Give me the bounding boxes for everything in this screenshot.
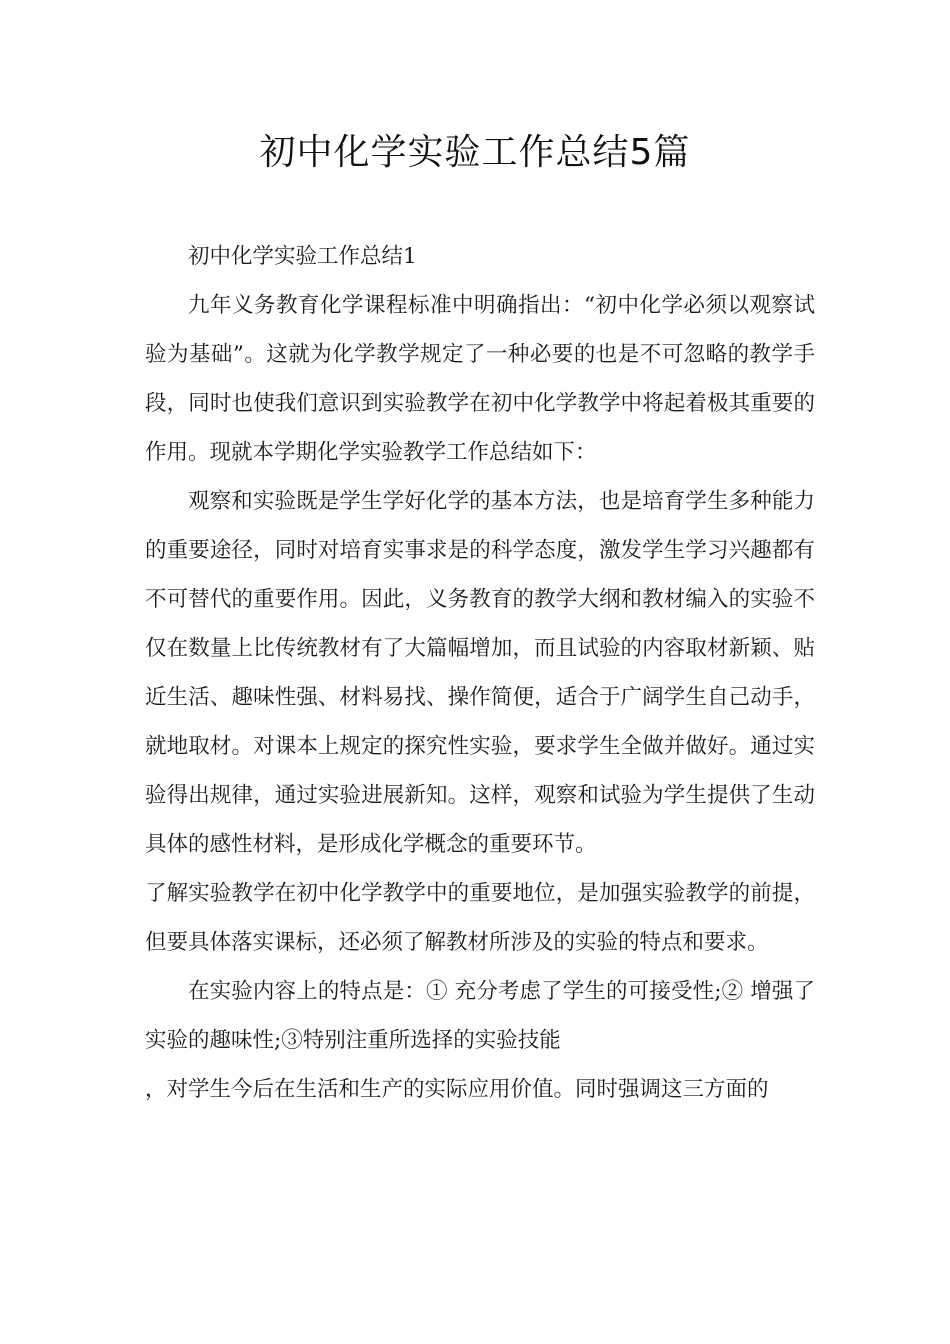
document-title: 初中化学实验工作总结5篇: [259, 132, 691, 173]
section-heading: 初中化学实验工作总结1: [188, 244, 417, 269]
paragraph: 九年义务教育化学课程标准中明确指出：“初中化学必须以观察试验为基础”。这就为化学教学规定了一种必要的也是不可忽略的教学手段，同时也使我们意识到实验教学在初中化学教学中将起着极其重要的作用。现就本学期化学实验教学工作总结如下：: [145, 293, 815, 465]
document-body: [145, 232, 815, 1114]
paragraph: 在实验内容上的特点是：① 充分考虑了学生的可接受性;② 增强了实验的趣味性;③特别注重所选择的实验技能: [145, 979, 815, 1053]
paragraph: ，对学生今后在生活和生产的实际应用价值。同时强调这三方面的: [145, 1077, 769, 1102]
paragraph: 了解实验教学在初中化学教学中的重要地位，是加强实验教学的前提，但要具体落实课标，还必须了解教材所涉及的实验的特点和要求。: [145, 881, 815, 955]
paragraph: 观察和实验既是学生学好化学的基本方法，也是培育学生多种能力的重要途径，同时对培育实事求是的科学态度，激发学生学习兴趣都有不可替代的重要作用。因此，义务教育的教学大纲和教材编入的实验不仅在数量上比传统教材有了大篇幅增加，而且试验的内容取材新颖、贴近生活、趣味性强、材料易找、操作简便，适合于广阔学生自己动手，就地取材。对课本上规定的探究性实验，要求学生全做并做好。通过实验得出规律，通过实验进展新知。这样，观察和试验为学生提供了生动具体的感性材料，是形成化学概念的重要环节。: [145, 489, 815, 857]
